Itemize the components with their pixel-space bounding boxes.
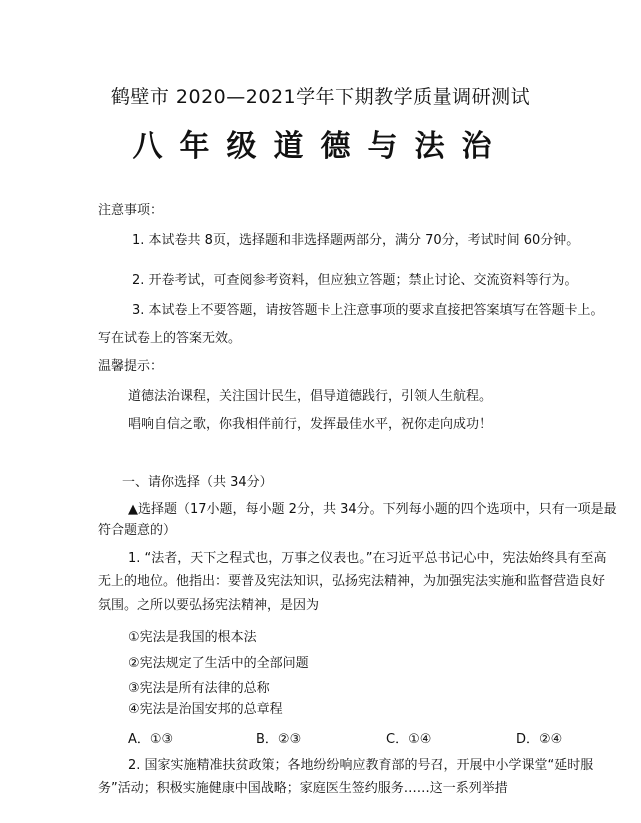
question-text: 无上的地位。他指出：要普及宪法知识，弘扬宪法精神，为加强宪法实施和监督营造良好 — [98, 574, 606, 589]
note-item: 2. 开卷考试，可查阅参考资料，但应独立答题；禁止讨论、交流资料等行为。 — [132, 273, 578, 288]
option-b: B．②③ — [256, 732, 302, 747]
subject-title: 八年级道德与法治 — [132, 129, 509, 164]
question-text: 2. 国家实施精准扶贫政策；各地纷纷响应教育部的号召，开展中小学课堂“延时服 — [128, 758, 594, 773]
answer-options — [128, 731, 568, 749]
option-d: D．②④ — [516, 732, 563, 747]
note-item: 写在试卷上的答案无效。 — [98, 331, 242, 346]
section-heading: 一、请你选择（共 34分） — [122, 475, 273, 490]
statement: ①宪法是我国的根本法 — [128, 630, 257, 645]
tip-line: 唱响自信之歌，你我相伴前行，发挥最佳水平，祝你走向成功！ — [128, 417, 493, 432]
question-text: 务”活动；积极实施健康中国战略；家庭医生签约服务……这一系列举措 — [98, 781, 508, 796]
tip-line: 道德法治课程，关注国计民生，倡导道德践行，引领人生航程。 — [128, 389, 493, 404]
note-item: 1. 本试卷共 8页，选择题和非选择题两部分，满分 70分，考试时间 60分钟。 — [132, 233, 580, 248]
tips-heading: 温馨提示： — [98, 359, 164, 374]
option-a: A．①③ — [128, 732, 174, 747]
question-text: 1. “法者，天下之程式也，万事之仪表也。”在习近平总书记心中，宪法始终具有至高 — [128, 551, 607, 566]
note-item: 3. 本试卷上不要答题，请按答题卡上注意事项的要求直接把答案填写在答题卡上。 — [132, 303, 604, 318]
section-instruction: 符合题意的） — [98, 523, 177, 538]
statement: ④宪法是治国安邦的总章程 — [128, 702, 283, 717]
notes-heading: 注意事项： — [98, 203, 164, 218]
question-text: 氛围。之所以要弘扬宪法精神，是因为 — [98, 598, 320, 613]
statement: ②宪法规定了生活中的全部问题 — [128, 656, 309, 671]
section-instruction: ▲选择题（17小题，每小题 2分，共 34分。下列每小题的四个选项中，只有一项是最 — [128, 502, 617, 517]
option-c: C．①④ — [386, 732, 432, 747]
exam-title: 鹤壁市 2020—2021学年下期教学质量调研测试 — [110, 86, 531, 108]
statement: ③宪法是所有法律的总称 — [128, 681, 270, 696]
